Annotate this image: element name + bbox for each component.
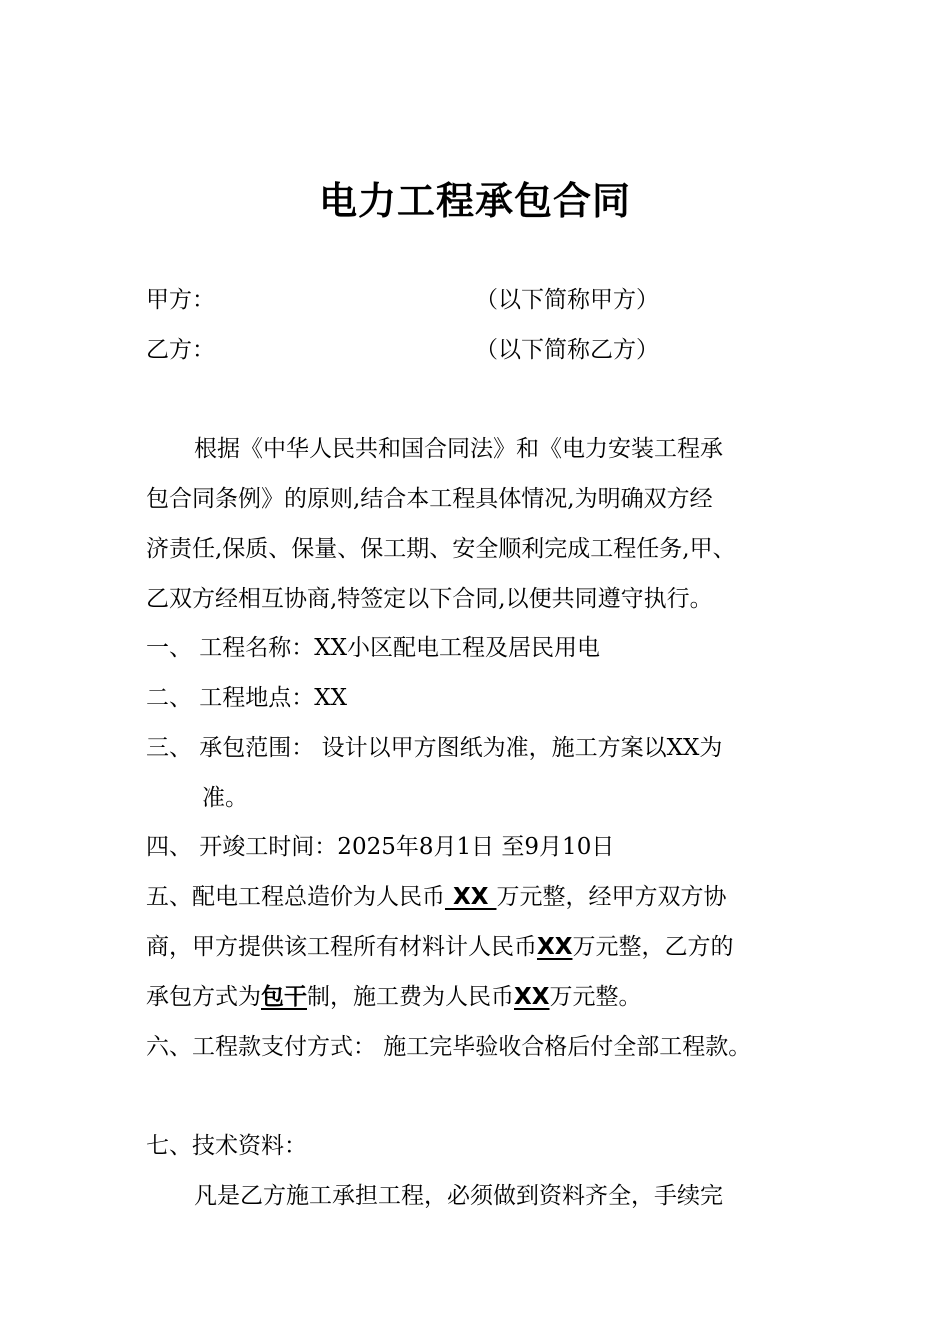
total-cost-value: XX bbox=[445, 884, 497, 910]
item-technical-docs-heading: 七、技术资料： bbox=[146, 1133, 307, 1159]
contract-mode-value: 包干 bbox=[261, 984, 307, 1010]
item-scope-line-2: 准。 bbox=[202, 785, 248, 811]
party-b-note: （以下简称乙方） bbox=[475, 337, 659, 363]
item-cost-line-1 bbox=[146, 882, 726, 912]
document-title: 电力工程承包合同 bbox=[318, 179, 631, 223]
cost-line-1-suffix: 万元整，经甲方双方协 bbox=[496, 884, 727, 910]
cost-line-2-suffix: 万元整，乙方的 bbox=[572, 934, 734, 960]
item-project-location: 二、 工程地点：XX bbox=[146, 685, 348, 711]
item-scope-line-1: 三、 承包范围： 设计以甲方图纸为准，施工方案以XX为 bbox=[146, 735, 723, 761]
party-b-label: 乙方： bbox=[146, 337, 215, 363]
item-schedule: 四、 开竣工时间：2025年8月1日 至9月10日 bbox=[146, 834, 615, 860]
material-cost-value: XX bbox=[537, 934, 573, 960]
cost-line-2-prefix: 商，甲方提供该工程所有材料计人民币 bbox=[146, 934, 537, 960]
party-a-label: 甲方： bbox=[146, 287, 215, 313]
intro-line-1: 根据《中华人民共和国合同法》和《电力安装工程承 bbox=[194, 436, 723, 462]
party-a-note: （以下简称甲方） bbox=[475, 287, 659, 313]
item-cost-line-2 bbox=[146, 932, 733, 962]
item-cost-line-3 bbox=[146, 982, 641, 1012]
item-payment-method: 六、工程款支付方式： 施工完毕验收合格后付全部工程款。 bbox=[146, 1034, 752, 1060]
cost-line-3-suffix: 万元整。 bbox=[549, 984, 642, 1010]
intro-line-4: 乙双方经相互协商,特签定以下合同,以便共同遵守执行。 bbox=[146, 586, 713, 612]
intro-line-2: 包合同条例》的原则,结合本工程具体情况,为明确双方经 bbox=[146, 486, 713, 512]
construction-fee-value: XX bbox=[514, 984, 550, 1010]
intro-line-3: 济责任,保质、保量、保工期、安全顺利完成工程任务,甲、 bbox=[146, 536, 736, 562]
item-project-name: 一、 工程名称：XX小区配电工程及居民用电 bbox=[146, 635, 601, 661]
cost-line-3-prefix: 承包方式为 bbox=[146, 984, 261, 1010]
cost-line-3-middle: 制，施工费为人民币 bbox=[307, 984, 514, 1010]
item-technical-docs-line-1: 凡是乙方施工承担工程，必须做到资料齐全，手续完 bbox=[194, 1183, 723, 1209]
cost-line-1-prefix: 五、配电工程总造价为人民币 bbox=[146, 884, 445, 910]
